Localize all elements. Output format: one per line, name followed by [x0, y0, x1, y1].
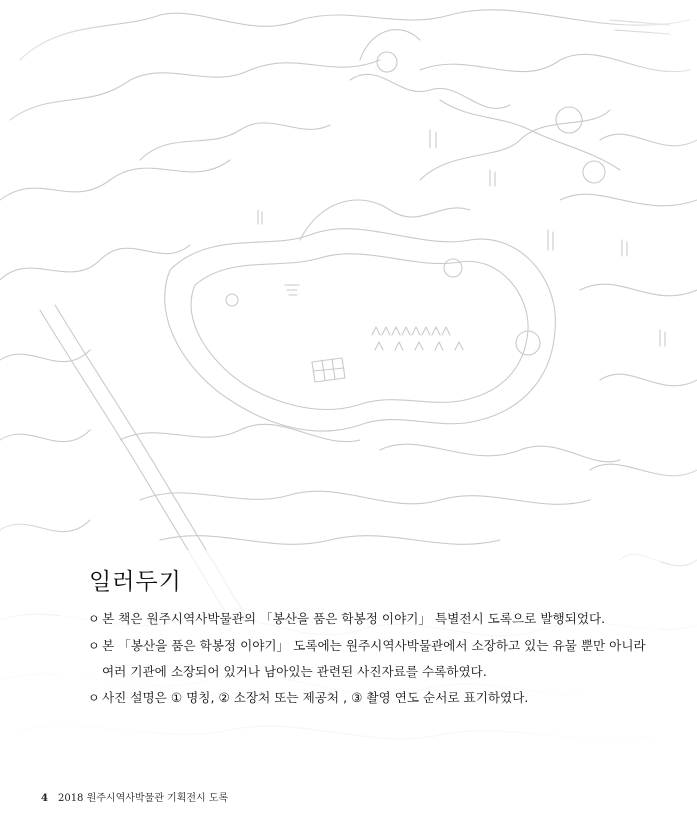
- bullet-mark: ㅇ: [88, 612, 100, 626]
- bullet-mark: ㅇ: [88, 638, 100, 653]
- page-title: 일러두기: [89, 569, 182, 595]
- note-text: 사진 설명은 ① 명칭, ② 소장처 또는 제공처 , ③ 촬영 연도 순서로 표기하였다.: [102, 689, 529, 705]
- note-text: 본 책은 원주시역사박물관의 「봉산을 품은 학봉정 이야기」 특별전시 도록으로 발행되었다.: [102, 611, 606, 626]
- notes-list: [88, 606, 648, 711]
- note-text: 본 「봉산을 품은 학봉정 이야기」 도록에는 원주시역사박물관에서 소장하고 있는 유물 뿐만 아니라: [102, 637, 646, 653]
- page-number: 4: [41, 793, 48, 804]
- list-item: [88, 633, 648, 685]
- page-footer: [41, 789, 228, 804]
- note-text-continued: 여러 기관에 소장되어 있거나 남아있는 관련된 사진자료를 수록하였다.: [102, 664, 487, 679]
- publication-title: 2018 원주시역사박물관 기획전시 도록: [57, 793, 229, 804]
- bullet-mark: ㅇ: [88, 690, 100, 705]
- list-item: [88, 606, 648, 633]
- list-item: [88, 685, 648, 712]
